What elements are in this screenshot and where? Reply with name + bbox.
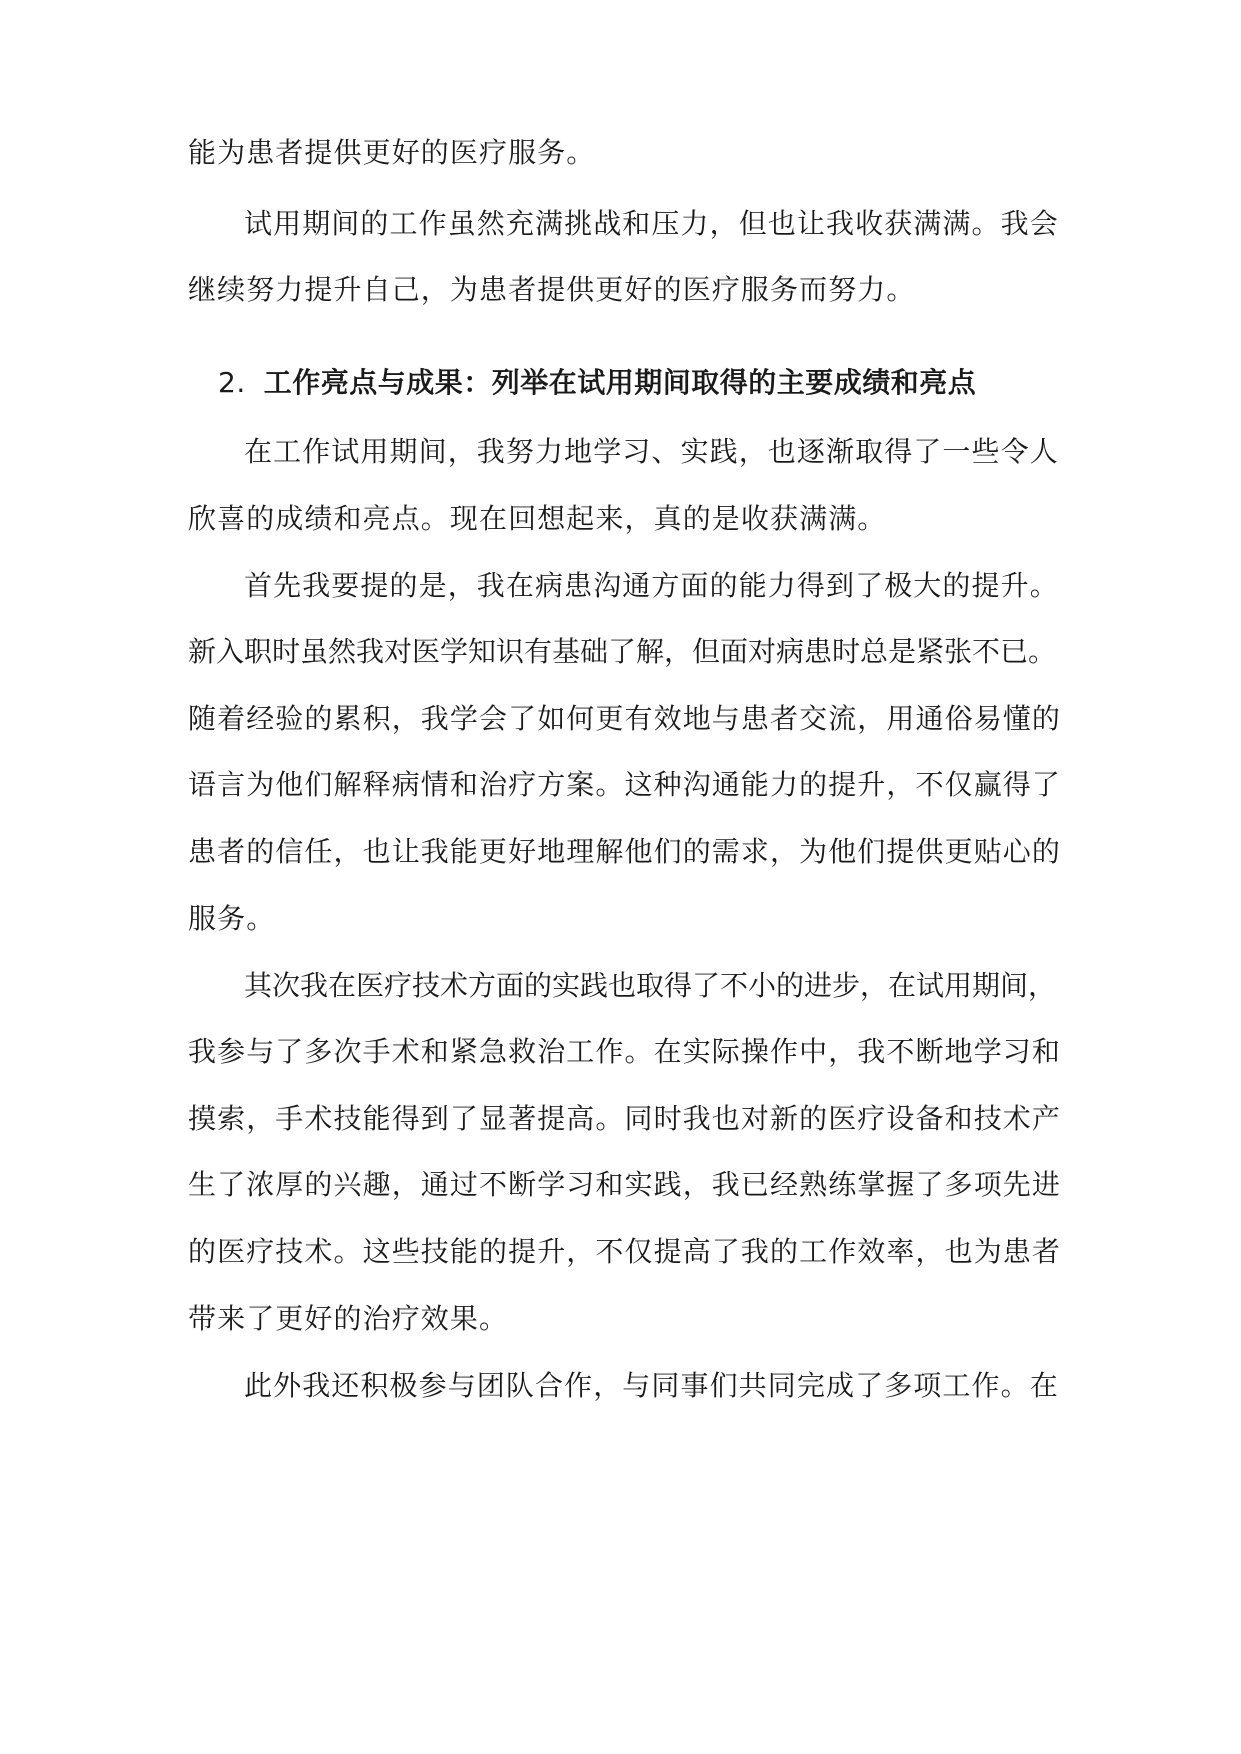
paragraph-line: 试用期间的工作虽然充满挑战和压力，但也让我收获满满。我会 bbox=[244, 207, 1059, 240]
paragraph-line: 患者的信任，也让我能更好地理解他们的需求，为他们提供更贴心的 bbox=[188, 835, 1062, 868]
section-title: 工作亮点与成果：列举在试用期间取得的主要成绩和亮点 bbox=[263, 366, 977, 399]
paragraph-line: 带来了更好的治疗效果。 bbox=[188, 1302, 509, 1335]
paragraph-line: 在工作试用期间，我努力地学习、实践，也逐渐取得了一些令人 bbox=[244, 435, 1059, 468]
paragraph-line: 继续努力提升自己，为患者提供更好的医疗服务而努力。 bbox=[188, 273, 916, 306]
paragraph-line: 新入职时虽然我对医学知识有基础了解，但面对病患时总是紧张不已。 bbox=[188, 635, 1057, 668]
paragraph-line: 我参与了多次手术和紧急救治工作。在实际操作中，我不断地学习和 bbox=[188, 1035, 1062, 1068]
paragraph-line: 随着经验的累积，我学会了如何更有效地与患者交流，用通俗易懂的 bbox=[188, 702, 1062, 735]
section-heading bbox=[218, 363, 1098, 403]
paragraph-line: 欣喜的成绩和亮点。现在回想起来，真的是收获满满。 bbox=[188, 502, 887, 535]
paragraph-line: 首先我要提的是，我在病患沟通方面的能力得到了极大的提升。 bbox=[244, 569, 1059, 602]
paragraph-line: 生了浓厚的兴趣，通过不断学习和实践，我已经熟练掌握了多项先进 bbox=[188, 1168, 1062, 1201]
paragraph-line: 的医疗技术。这些技能的提升，不仅提高了我的工作效率，也为患者 bbox=[188, 1235, 1062, 1268]
section-number: 2. bbox=[218, 366, 246, 399]
paragraph-line: 能为患者提供更好的医疗服务。 bbox=[188, 136, 596, 169]
paragraph-line: 服务。 bbox=[188, 902, 276, 935]
paragraph-line: 此外我还积极参与团队合作，与同事们共同完成了多项工作。在 bbox=[244, 1369, 1059, 1402]
paragraph-line: 其次我在医疗技术方面的实践也取得了不小的进步，在试用期间， bbox=[244, 969, 1057, 1002]
paragraph-line: 语言为他们解释病情和治疗方案。这种沟通能力的提升，不仅赢得了 bbox=[188, 768, 1062, 801]
paragraph-line: 摸索，手术技能得到了显著提高。同时我也对新的医疗设备和技术产 bbox=[188, 1102, 1062, 1135]
